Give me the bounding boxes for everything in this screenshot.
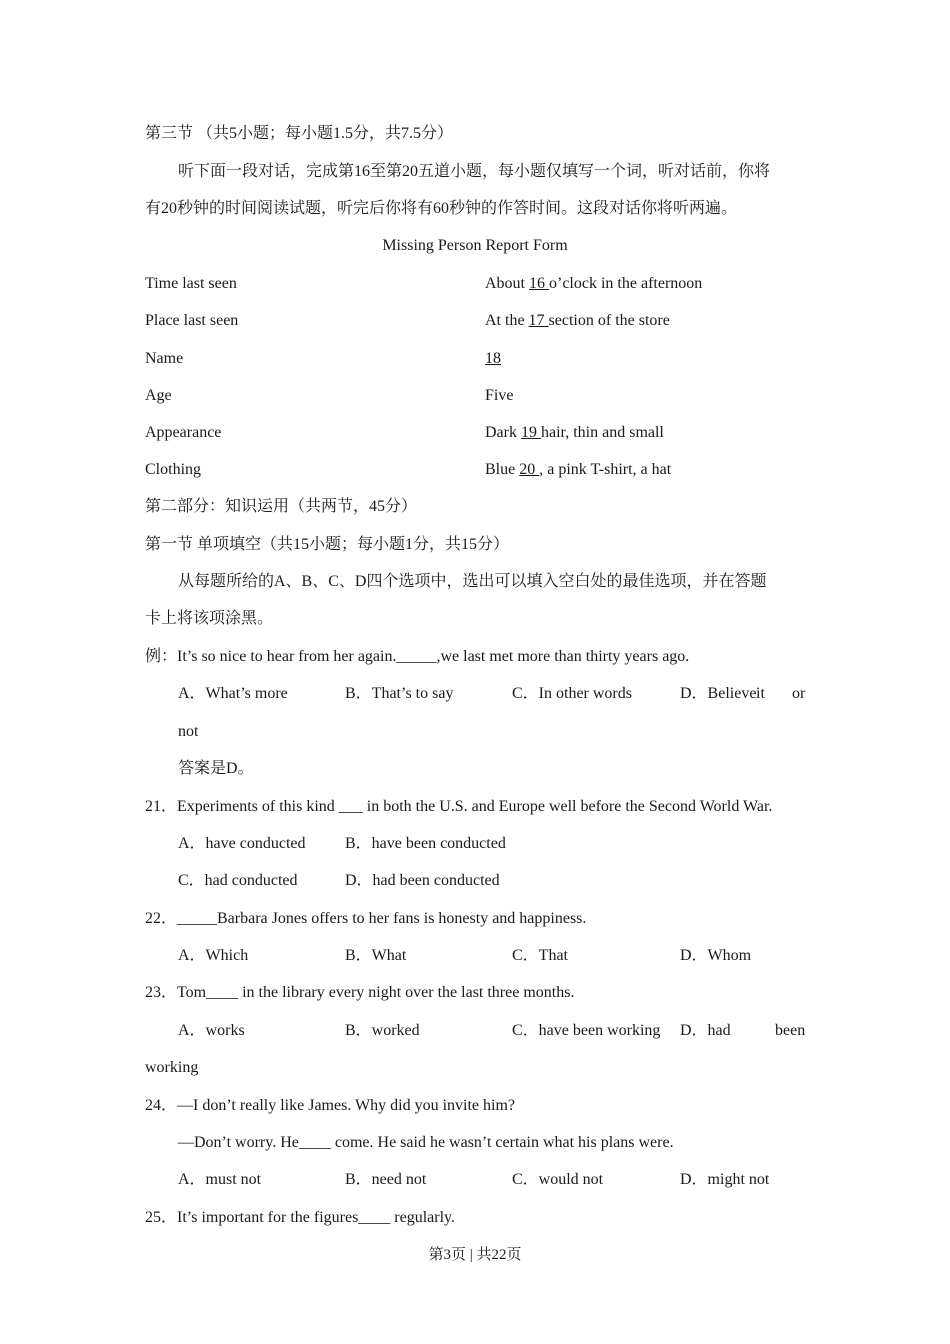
question-24-option-a: A．must not [178, 1171, 262, 1188]
question-23-option-d-word2: been [775, 1022, 806, 1039]
part2-sub-heading: 第一节 单项填空（共15小题；每小题1分，共15分） [145, 536, 510, 553]
form-value-name [485, 349, 501, 369]
form-title: Missing Person Report Form [382, 237, 568, 254]
example-option-b: B．That’s to say [345, 685, 454, 702]
question-22-option-a: A．Which [178, 947, 249, 964]
question-21-stem: 21．Experiments of this kind ___ in both the U.S. and Europe well before the Second World War. [145, 798, 773, 815]
blank-19: 19 [520, 424, 541, 441]
example-answer: 答案是D。 [178, 760, 254, 777]
question-21-option-a: A．have conducted [178, 835, 306, 852]
blank-20: 20 [519, 461, 540, 478]
part2-instructions-line2: 卡上将该项涂黑。 [145, 610, 274, 627]
example-option-d-word2: it [756, 685, 765, 702]
example-option-a: A．What’s more [178, 685, 288, 702]
example-option-d: D．Believe [680, 685, 757, 702]
example-stem: 例：It’s so nice to hear from her again._____,we last met more than thirty years ago. [145, 648, 690, 665]
blank-16: 16 [529, 275, 549, 292]
part2-heading: 第二部分：知识运用（共两节，45分） [145, 498, 418, 515]
form-value-time: About 16 o’clock in the afternoon [485, 275, 703, 292]
question-21-option-d: D．had been conducted [345, 872, 500, 889]
section3-instructions-line2: 有20秒钟的时间阅读试题，听完后你将有60秒钟的作答时间。这段对话你将听两遍。 [145, 200, 738, 217]
question-24-option-d: D．might not [680, 1171, 770, 1188]
section3-instructions-line1: 听下面一段对话，完成第16至第20五道小题，每小题仅填写一个词，听对话前，你将 [178, 163, 771, 180]
example-option-c: C．In other words [512, 685, 632, 702]
blank-18: 18 [485, 350, 501, 367]
form-label-time: Time last seen [145, 275, 237, 292]
question-23-option-c: C．have been working [512, 1022, 661, 1039]
question-23-stem: 23．Tom____ in the library every night over the last three months. [145, 984, 575, 1001]
question-22-option-c: C．That [512, 947, 568, 964]
page-footer: 第3页 | 共22页 [428, 1247, 522, 1263]
question-23-option-b: B．worked [345, 1022, 420, 1039]
question-24-stem: 24．—I don’t really like James. Why did you invite him? [145, 1097, 516, 1114]
form-value-clothing: Blue 20 , a pink T-shirt, a hat [485, 461, 672, 478]
blank-17: 17 [528, 312, 549, 329]
form-label-clothing: Clothing [145, 461, 202, 478]
question-22-stem: 22．_____Barbara Jones offers to her fans is honesty and happiness. [145, 910, 587, 927]
form-label-place: Place last seen [145, 312, 239, 329]
question-24-option-c: C．would not [512, 1171, 604, 1188]
question-24-option-b: B．need not [345, 1171, 427, 1188]
example-option-d-wrap: not [178, 723, 199, 740]
form-value-age: Five [485, 387, 514, 404]
form-label-appearance: Appearance [145, 424, 222, 441]
section3-heading: 第三节 （共5小题；每小题1.5分，共7.5分） [145, 125, 454, 142]
question-24-reply: —Don’t worry. He____ come. He said he wasn’t certain what his plans were. [178, 1134, 674, 1151]
example-option-d-word3: or [792, 685, 806, 702]
question-25-stem: 25．It’s important for the figures____ regularly. [145, 1209, 456, 1226]
part2-instructions-line1: 从每题所给的A、B、C、D四个选项中，选出可以填入空白处的最佳选项，并在答题 [178, 573, 767, 590]
form-value-place: At the 17 section of the store [485, 312, 670, 329]
question-22-option-d: D．Whom [680, 947, 752, 964]
question-23-option-a: A．works [178, 1022, 245, 1039]
question-22-option-b: B．What [345, 947, 407, 964]
form-label-name: Name [145, 350, 184, 367]
question-21-option-b: B．have been conducted [345, 835, 506, 852]
question-23-option-d-wrap: working [145, 1059, 199, 1076]
form-value-appearance: Dark 19 hair, thin and small [485, 424, 664, 441]
question-23-option-d: D．had [680, 1022, 731, 1039]
form-label-age: Age [145, 387, 172, 404]
question-21-option-c: C．had conducted [178, 872, 298, 889]
